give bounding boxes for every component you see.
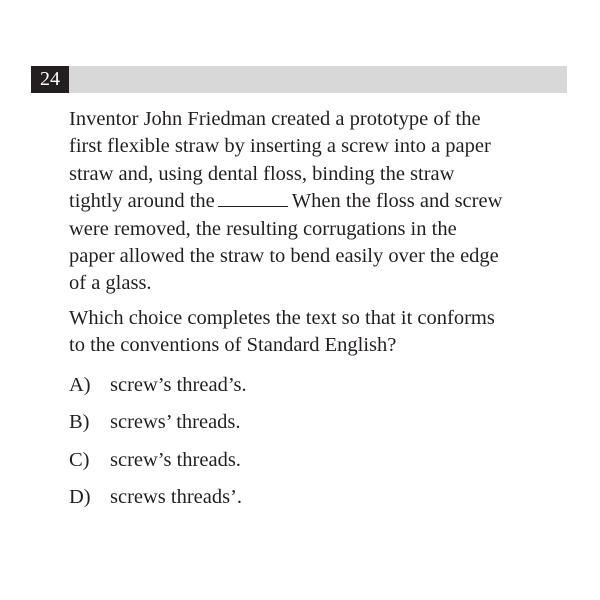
choice-d[interactable] (69, 484, 569, 522)
choice-text: screws threads’. (110, 486, 243, 509)
question-prompt (69, 305, 569, 360)
answer-blank (218, 192, 288, 207)
passage-line: of a glass. (69, 272, 152, 295)
question-number: 24 (31, 66, 69, 93)
passage-line-with-blank (69, 188, 569, 215)
question-content (69, 106, 569, 522)
choice-b[interactable] (69, 409, 569, 447)
choice-letter: D) (69, 486, 91, 509)
passage-text-after-blank: When the floss and screw (291, 190, 503, 213)
choice-text: screw’s threads. (110, 448, 241, 471)
passage-line: straw and, using dental floss, binding the straw (69, 162, 455, 185)
choice-c[interactable] (69, 447, 569, 485)
passage-text-before-blank: tightly around the (69, 190, 215, 213)
passage-line: were removed, the resulting corrugations in the (69, 217, 457, 240)
question-header-bar (31, 66, 567, 93)
choice-a[interactable] (69, 372, 569, 410)
passage (69, 106, 569, 298)
passage-line: Inventor John Friedman created a prototype of the (69, 108, 481, 130)
choice-letter: B) (69, 411, 90, 434)
choice-letter: C) (69, 448, 90, 471)
choice-text: screws’ threads. (110, 411, 241, 434)
passage-line: first flexible straw by inserting a screw into a paper (69, 135, 491, 158)
passage-line: paper allowed the straw to bend easily over the edge (69, 245, 499, 268)
choice-text: screw’s thread’s. (110, 373, 247, 396)
answer-choices (69, 372, 569, 522)
prompt-line: Which choice completes the text so that it conforms (69, 306, 495, 329)
prompt-line: to the conventions of Standard English? (69, 334, 397, 357)
choice-letter: A) (69, 373, 91, 396)
